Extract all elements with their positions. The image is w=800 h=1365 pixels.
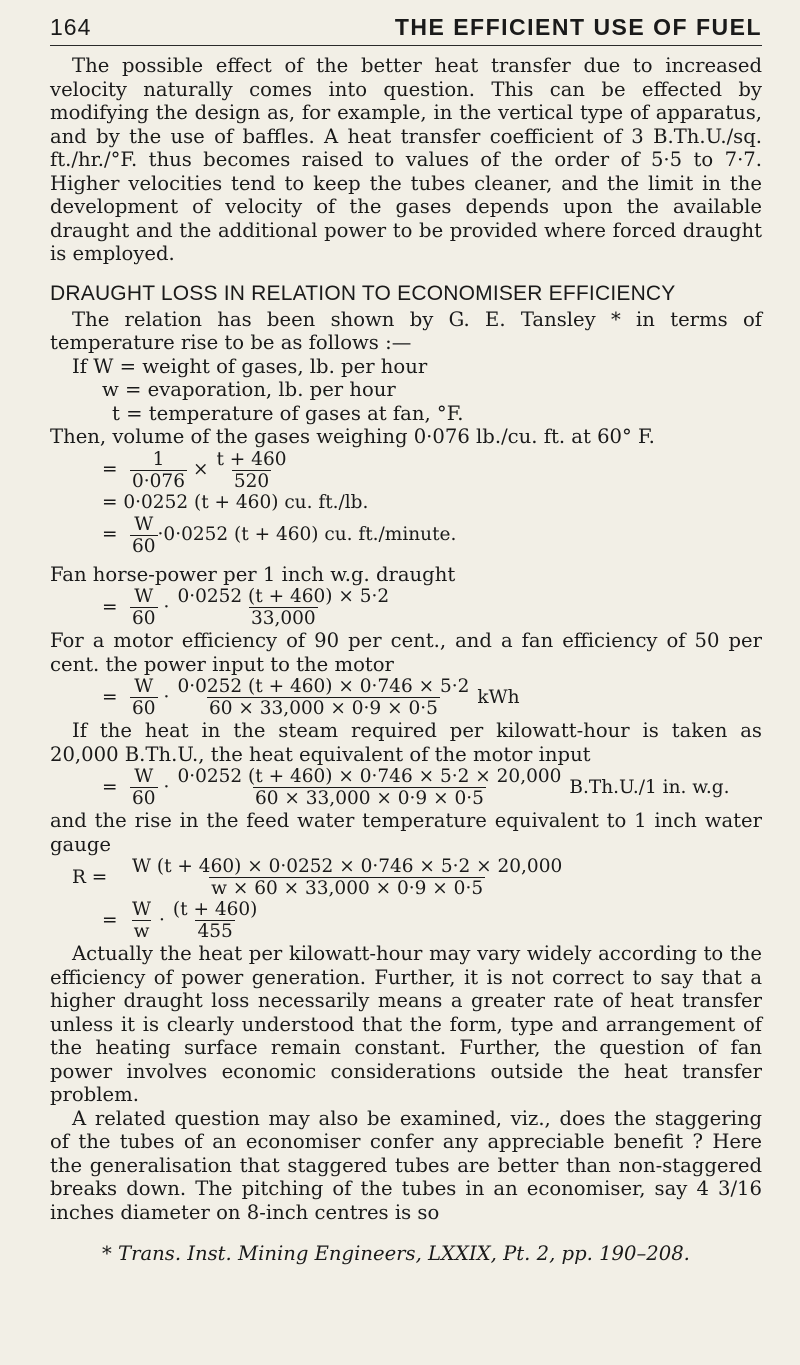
equals-sign: = xyxy=(102,909,118,931)
denominator: 60 xyxy=(132,788,156,809)
numerator: 0·0252 (t + 460) × 5·2 xyxy=(177,586,390,607)
fraction xyxy=(175,766,563,809)
definition-weight: If W = weight of gases, lb. per hour xyxy=(72,354,428,378)
fraction xyxy=(130,514,158,557)
unit-label: kWh xyxy=(477,686,520,708)
fraction xyxy=(130,449,187,492)
equation-row xyxy=(72,856,762,899)
numerator: t + 460 xyxy=(216,448,287,470)
equation-row xyxy=(102,492,762,514)
denominator: 60 xyxy=(132,698,156,719)
equation-volume xyxy=(102,449,762,557)
running-head xyxy=(50,14,762,41)
numerator: W xyxy=(134,766,154,787)
equation-row xyxy=(102,514,762,557)
numerator: 0·0252 (t + 460) × 0·746 × 5·2 × 20,000 xyxy=(177,766,562,787)
numerator: (t + 460) xyxy=(172,899,258,920)
equation-motor-input xyxy=(102,676,762,719)
fraction xyxy=(175,676,471,719)
denominator: 60 × 33,000 × 0·9 × 0·5 xyxy=(208,698,438,719)
equals-sign: = xyxy=(102,596,118,618)
unit-label: B.Th.U./1 in. w.g. xyxy=(569,776,730,798)
paragraph-motor: For a motor efficiency of 90 per cent., and a fan efficiency of 50 per cent. the power input to the motor xyxy=(50,629,762,676)
denominator: 455 xyxy=(197,921,233,942)
section-heading: DRAUGHT LOSS IN RELATION TO ECONOMISER EFFICIENCY xyxy=(50,281,676,305)
footnote: * Trans. Inst. Mining Engineers, LXXIX, Pt. 2, pp. 190–208. xyxy=(102,1242,690,1265)
equation-row xyxy=(102,449,762,492)
page-number: 164 xyxy=(50,14,92,40)
paragraph-volume: Then, volume of the gases weighing 0·076 lb./cu. ft. at 60° F. xyxy=(50,425,655,448)
paragraph-actually: Actually the heat per kilowatt-hour may vary widely according to the efficiency of power generation. Further, it is not correct to say that a higher draught loss necessarily means a greater rate of heat transfer unless it is clearly understood that the form, type and arrangement of the heating surface remain constant. Further, the question of fan power involves economic considerations outside the heat transfer problem. xyxy=(50,942,762,1106)
numerator: 0·0252 (t + 460) × 0·746 × 5·2 xyxy=(177,676,470,697)
fraction xyxy=(130,856,564,899)
paragraph-staggering: A related question may also be examined, viz., does the staggering of the tubes of an economiser confer any appreciable benefit ? Here the generalisation that staggered tubes are better than non-staggered breaks down. The pitching of the tubes in an economiser, say 4 3/16 inches diameter on 8-inch centres is so xyxy=(50,1106,762,1224)
paragraph-heat-equivalent: If the heat in the steam required per kilowatt-hour is taken as 20,000 B.Th.U., the heat equivalent of the motor input xyxy=(50,719,762,766)
fraction xyxy=(130,586,158,629)
times-operator: × xyxy=(192,459,209,480)
definition-evaporation: w = evaporation, lb. per hour xyxy=(102,378,396,401)
equation-row: = $\frac{W}{60}$ · $\frac{0\cdot 0252 (t + 460) \times 0\cdot 746 \times 5\cdot 2 \times 20,000}{60 \times 33,000 \times 0\cdot 9 \times 0\cdot 5}$ B.Th.U./1 in. w.g. xyxy=(102,766,730,809)
running-title: THE EFFICIENT USE OF FUEL xyxy=(394,14,762,40)
equation-feed-water-rise xyxy=(72,856,762,942)
equation-row: = $\frac{W}{60}$ · $\frac{0\cdot 0252 (t + 460) \times 0\cdot 746 \times 5\cdot 2}{60 \times 33,000 \times 0\cdot 9 \times 0\cdot 5}$ kWh xyxy=(102,676,520,719)
equation-row: = $\frac{W}{60}$ · $\frac{0\cdot 0252 (t + 460) \times 5\cdot 2}{33,000}$ xyxy=(102,586,390,629)
equation-fan-hp xyxy=(102,586,762,629)
denominator: 60 xyxy=(132,535,156,557)
equals-sign: = xyxy=(102,686,118,708)
paragraph-velocity: The possible effect of the better heat transfer due to increased velocity naturally comes into question. This can be effected by modifying the design as, for example, in the vertical type of apparatus, and by the use of baffles. A heat transfer coefficient of 3 B.Th.U./sq. ft./hr./°F. thus becomes raised to values of the order of 5·5 to 7·7. Higher velocities tend to keep the tubes cleaner, and the limit in the development of velocity of the gases depends upon the available draught and the additional power to be provided where forced draught is employed. xyxy=(50,54,762,265)
numerator: 1 xyxy=(152,448,165,470)
numerator: W xyxy=(132,899,152,920)
paragraph-tansley: The relation has been shown by G. E. Tansley * in terms of temperature rise to be as follows :— xyxy=(50,307,762,354)
header-rule xyxy=(50,45,762,46)
equals-sign: = xyxy=(102,524,118,545)
numerator: W xyxy=(134,676,154,697)
numerator: W xyxy=(134,513,154,535)
fraction xyxy=(130,899,153,942)
fraction xyxy=(171,899,259,942)
denominator: 0·076 xyxy=(132,470,185,492)
numerator: W xyxy=(134,586,154,607)
paragraph-fan-hp: Fan horse-power per 1 inch w.g. draught xyxy=(50,562,456,586)
equals-sign: = xyxy=(102,776,118,798)
fraction xyxy=(214,449,288,492)
equation-lhs: R = xyxy=(72,866,108,888)
equation-heat-equivalent xyxy=(102,766,762,809)
variable-definitions xyxy=(72,355,762,426)
equation-text: = 0·0252 (t + 460) cu. ft./lb. xyxy=(102,491,369,513)
fraction xyxy=(130,766,158,809)
fraction xyxy=(175,586,391,629)
definition-temperature: t = temperature of gases at fan, °F. xyxy=(112,401,464,425)
paragraph-feed-water: and the rise in the feed water temperature equivalent to 1 inch water gauge xyxy=(50,809,762,856)
denominator: w xyxy=(133,921,150,942)
denominator: 60 xyxy=(132,608,156,629)
numerator: W (t + 460) × 0·0252 × 0·746 × 5·2 × 20,000 xyxy=(132,856,563,877)
equation-row: = $\frac{W}{w}$ · $\frac{(t + 460)}{455}$ xyxy=(102,899,258,942)
fraction xyxy=(130,676,158,719)
equals-sign: = xyxy=(102,459,118,480)
denominator: 520 xyxy=(233,470,270,492)
denominator: 33,000 xyxy=(250,608,316,629)
equation-text: ·0·0252 (t + 460) cu. ft./minute. xyxy=(157,524,457,545)
denominator: w × 60 × 33,000 × 0·9 × 0·5 xyxy=(211,878,484,899)
denominator: 60 × 33,000 × 0·9 × 0·5 xyxy=(254,788,484,809)
